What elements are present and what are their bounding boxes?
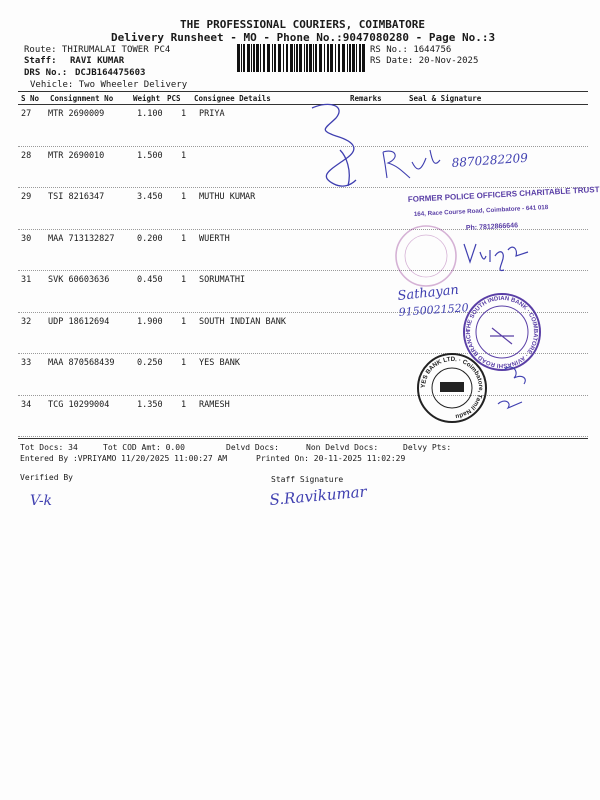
barcode-bar — [290, 44, 293, 72]
cell-consignment: MTR 2690010 — [48, 150, 105, 161]
cell-consignee: PRIYA — [199, 109, 225, 119]
cell-consignee: MUTHU KUMAR — [199, 192, 256, 202]
cell-consignee: SOUTH INDIAN BANK — [199, 316, 286, 327]
printed-on: Printed On: 20-11-2025 11:02:29 — [256, 454, 406, 463]
row-divider — [18, 270, 588, 271]
route-text: Route: THIRUMALAI TOWER PC4 — [24, 45, 171, 55]
barcode-bar — [335, 44, 336, 72]
signature-row28 — [383, 150, 440, 178]
barcode-bar — [347, 44, 348, 72]
cell-pcs: 1 — [181, 192, 187, 202]
yes-bank-stamp — [418, 354, 486, 422]
verified-by-label: Verified By — [20, 473, 73, 482]
cell-sno: 33 — [21, 358, 32, 368]
cell-weight: 1.900 — [137, 316, 163, 327]
drs-number: DCJB164475603 — [75, 68, 146, 78]
staff-signature-label: Staff Signature — [271, 475, 344, 484]
barcode-bar — [294, 44, 295, 72]
barcode-bar — [296, 44, 298, 72]
cell-consignment: UDP 18612694 — [48, 316, 110, 327]
cell-sno: 31 — [21, 275, 32, 285]
cell-consignee: SORUMATHI — [199, 275, 246, 285]
cell-consignment: SVK 60603636 — [48, 275, 110, 285]
barcode-bar — [243, 44, 245, 72]
cell-sno: 34 — [21, 399, 32, 410]
staff-signature: S.Ravikumar — [268, 482, 368, 509]
row-divider — [18, 187, 588, 188]
handwritten-sathayan: Sathayan — [396, 282, 460, 304]
handwritten-phone-2: 9150021520 — [398, 301, 470, 319]
staff-name: RAVI KUMAR — [70, 56, 125, 66]
cell-weight: 1.350 — [137, 399, 163, 410]
row-divider — [18, 436, 588, 437]
col-header-consignment: Consignment No — [50, 94, 114, 103]
barcode-bar — [267, 44, 270, 72]
cell-weight: 0.200 — [137, 233, 163, 244]
barcode-bar — [304, 44, 305, 72]
barcode-bar — [263, 44, 265, 72]
barcode-bar — [319, 44, 322, 72]
barcode-bar — [237, 44, 240, 72]
header-rule-bottom — [18, 104, 588, 105]
cell-weight: 0.450 — [137, 275, 163, 285]
delivery-points: Delvy Pts: — [403, 443, 452, 452]
barcode-bar — [330, 44, 333, 72]
barcode-bar — [272, 44, 273, 72]
cell-weight: 0.250 — [137, 358, 163, 368]
barcode-bar — [241, 44, 242, 72]
barcode-bar — [306, 44, 308, 72]
cell-consignee: YES BANK — [199, 358, 240, 368]
barcode-bar — [251, 44, 252, 72]
row-divider — [18, 312, 588, 313]
trust-stamp-line-2: 164, Race Course Road, Coimbatore - 641 018 — [413, 203, 549, 218]
totals-rule — [18, 438, 588, 439]
total-docs: Tot Docs: 34 — [20, 443, 78, 452]
cell-pcs: 1 — [181, 399, 187, 410]
barcode-image — [237, 44, 365, 72]
barcode-bar — [338, 44, 340, 72]
entered-by: Entered By :VPRIYAMO 11/20/2025 11:00:27 AM — [20, 454, 228, 463]
signature-ramesh — [498, 401, 522, 408]
south-indian-bank-stamp — [464, 294, 540, 370]
col-header-remarks: Remarks — [350, 94, 382, 103]
trust-stamp — [408, 185, 600, 232]
yes-bank-stamp-ring: YES BANK LTD. · Coimbatore, Tamil Nadu — [419, 355, 485, 420]
cell-sno: 28 — [21, 150, 32, 161]
row-divider — [18, 229, 588, 230]
cell-consignment: MTR 2690009 — [48, 109, 105, 119]
drs-label: DRS No.: — [24, 68, 68, 78]
document-subtitle: Delivery Runsheet - MO - Phone No.:9047080280 - Page No.:3 — [111, 31, 496, 44]
non-delivered-docs: Non Delvd Docs: — [306, 443, 379, 452]
barcode-bar — [274, 44, 276, 72]
cell-pcs: 1 — [181, 233, 187, 244]
trust-stamp-line-1: FORMER POLICE OFFICERS CHARITABLE TRUST — [407, 184, 600, 204]
cell-pcs: 1 — [181, 316, 187, 327]
row-divider — [18, 146, 588, 147]
barcode-bar — [324, 44, 325, 72]
cell-pcs: 1 — [181, 275, 187, 285]
delivered-docs: Delvd Docs: — [226, 443, 279, 452]
cell-consignment: TSI 8216347 — [48, 192, 105, 202]
barcode-bar — [342, 44, 345, 72]
barcode-bar — [315, 44, 317, 72]
south-indian-bank-stamp-ring: THE SOUTH INDIAN BANK · COIMBATORE · AVINASHI ROAD BRANCH — [465, 295, 539, 369]
barcode-bar — [352, 44, 355, 72]
cell-consignment: MAA 870568439 — [48, 358, 115, 368]
barcode-bar — [327, 44, 329, 72]
col-header-sno: S No — [21, 94, 40, 103]
barcode-bar — [359, 44, 361, 72]
cell-pcs: 1 — [181, 109, 187, 119]
cell-sno: 27 — [21, 109, 32, 119]
barcode-bar — [247, 44, 250, 72]
cell-pcs: 1 — [181, 150, 187, 161]
total-cod-amount: Tot COD Amt: 0.00 — [103, 443, 185, 452]
barcode-bar — [283, 44, 284, 72]
signature-wuerth — [464, 244, 528, 271]
barcode-bar — [309, 44, 312, 72]
barcode-bar — [299, 44, 302, 72]
faint-round-stamp — [396, 226, 456, 286]
handwritten-phone-1: 8870282209 — [451, 150, 529, 170]
barcode-bar — [362, 44, 365, 72]
vehicle-text: Vehicle: Two Wheeler Delivery — [30, 80, 188, 90]
barcode-bar — [313, 44, 314, 72]
verifier-initials: V-k — [30, 493, 53, 509]
header-rule-top — [18, 91, 588, 92]
col-header-pcs: PCS — [167, 94, 181, 103]
cell-weight: 1.100 — [137, 109, 163, 119]
trust-stamp-line-3: Ph: 7812866646 — [465, 222, 519, 232]
cell-weight: 1.500 — [137, 150, 163, 161]
cell-consignment: TCG 10299004 — [48, 399, 110, 410]
signature-yes-bank — [504, 367, 525, 384]
row-divider — [18, 353, 588, 354]
barcode-bar — [260, 44, 261, 72]
cell-weight: 3.450 — [137, 192, 163, 202]
col-header-weight: Weight — [133, 94, 161, 103]
rs-date: RS Date: 20-Nov-2025 — [370, 56, 479, 66]
cell-pcs: 1 — [181, 358, 187, 368]
barcode-bar — [253, 44, 255, 72]
cell-consignee: RAMESH — [199, 399, 230, 410]
cell-sno: 30 — [21, 233, 32, 244]
barcode-bar — [256, 44, 259, 72]
col-header-consignee: Consignee Details — [194, 94, 271, 103]
barcode-bar — [286, 44, 288, 72]
cell-consignee: WUERTH — [199, 233, 230, 244]
row-divider — [18, 395, 588, 396]
rs-number: RS No.: 1644756 — [370, 45, 452, 55]
col-header-seal: Seal & Signature — [409, 94, 482, 103]
barcode-bar — [356, 44, 357, 72]
barcode-bar — [349, 44, 351, 72]
document-title: THE PROFESSIONAL COURIERS, COIMBATORE — [180, 18, 426, 31]
cell-sno: 32 — [21, 316, 32, 327]
staff-label: Staff: — [24, 56, 57, 66]
cell-consignment: MAA 713132827 — [48, 233, 115, 244]
cell-sno: 29 — [21, 192, 32, 202]
barcode-bar — [278, 44, 281, 72]
